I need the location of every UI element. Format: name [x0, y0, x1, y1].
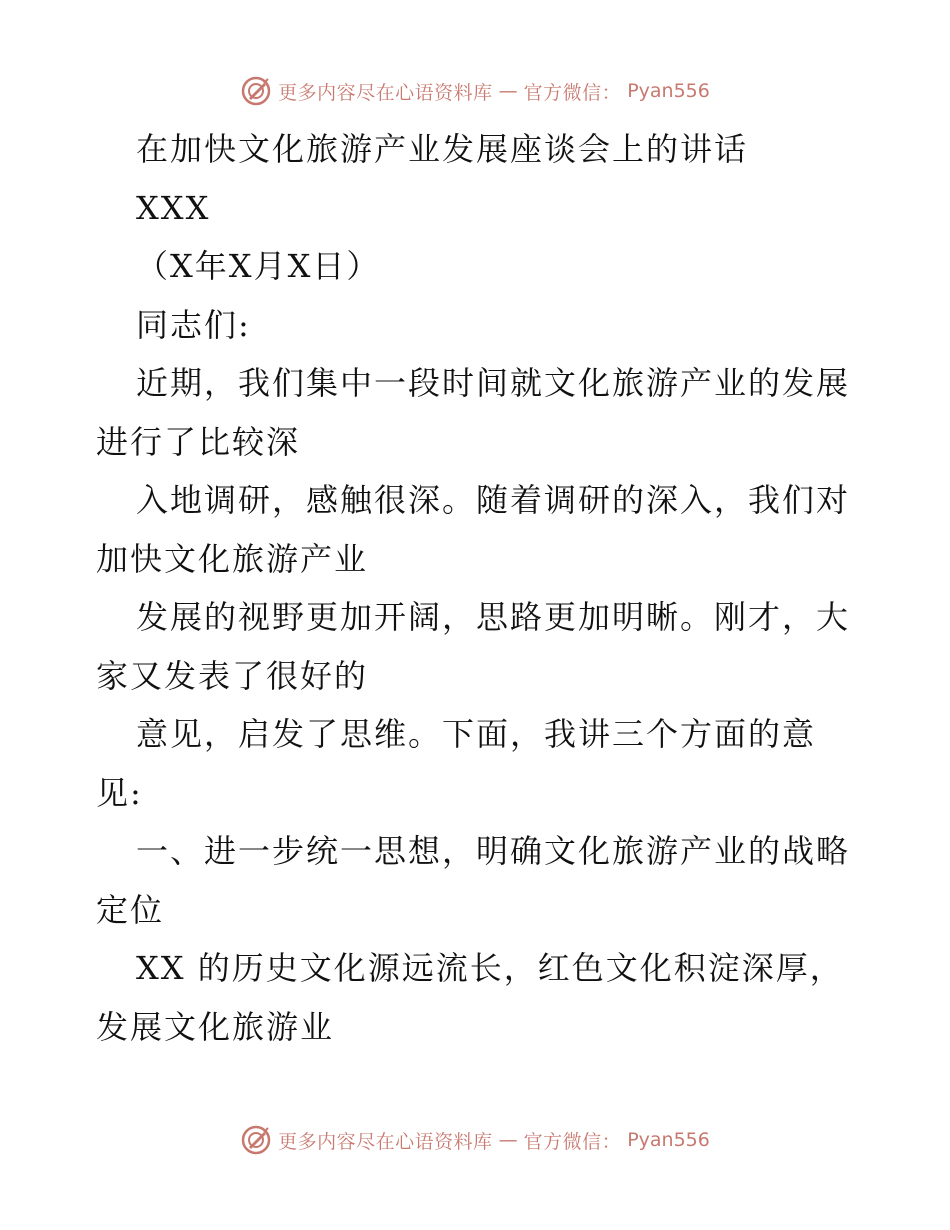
watermark-wechat-id: Pyan556 — [627, 80, 710, 102]
pen-logo-icon — [240, 75, 272, 107]
doc-paragraph-line: 家又发表了很好的 — [96, 656, 369, 695]
doc-paragraph-line: 发展文化旅游业 — [96, 1007, 335, 1046]
doc-salutation: 同志们: — [136, 305, 251, 344]
watermark-wechat-label: 官方微信： — [523, 81, 622, 104]
doc-author: XXX — [136, 188, 211, 227]
doc-paragraph-line: 意见，启发了思维。下面，我讲三个方面的意 — [136, 715, 817, 753]
doc-section-heading: 定位 — [96, 890, 165, 929]
watermark-header — [0, 71, 950, 111]
doc-section-heading: 一、进一步统一思想，明确文化旅游产业的战略 — [136, 832, 851, 870]
doc-paragraph-line: 见: — [96, 773, 143, 812]
doc-paragraph-line: 加快文化旅游产业 — [96, 539, 369, 578]
doc-title: 在加快文化旅游产业发展座谈会上的讲话 — [136, 130, 749, 168]
watermark-separator: — — [498, 1129, 518, 1151]
watermark-wechat-label: 官方微信： — [523, 1130, 622, 1153]
watermark-wechat-id: Pyan556 — [627, 1129, 710, 1151]
watermark-text: 更多内容尽在心语资料库 — [278, 81, 493, 104]
doc-paragraph-line: 入地调研，感触很深。随着调研的深入，我们对 — [136, 481, 851, 519]
watermark-separator: — — [498, 80, 518, 102]
doc-date: （X年X月X日） — [136, 247, 381, 285]
watermark-footer — [0, 1120, 950, 1160]
document-body — [96, 120, 856, 1056]
watermark-text: 更多内容尽在心语资料库 — [278, 1130, 493, 1153]
doc-paragraph-line: 近期，我们集中一段时间就文化旅游产业的发展 — [136, 364, 851, 402]
doc-paragraph-line: 发展的视野更加开阔，思路更加明晰。刚才，大 — [136, 598, 851, 636]
pen-logo-icon — [240, 1124, 272, 1156]
doc-paragraph-line: XX 的历史文化源远流长，红色文化积淀深厚， — [136, 949, 844, 987]
doc-paragraph-line: 进行了比较深 — [96, 422, 301, 461]
